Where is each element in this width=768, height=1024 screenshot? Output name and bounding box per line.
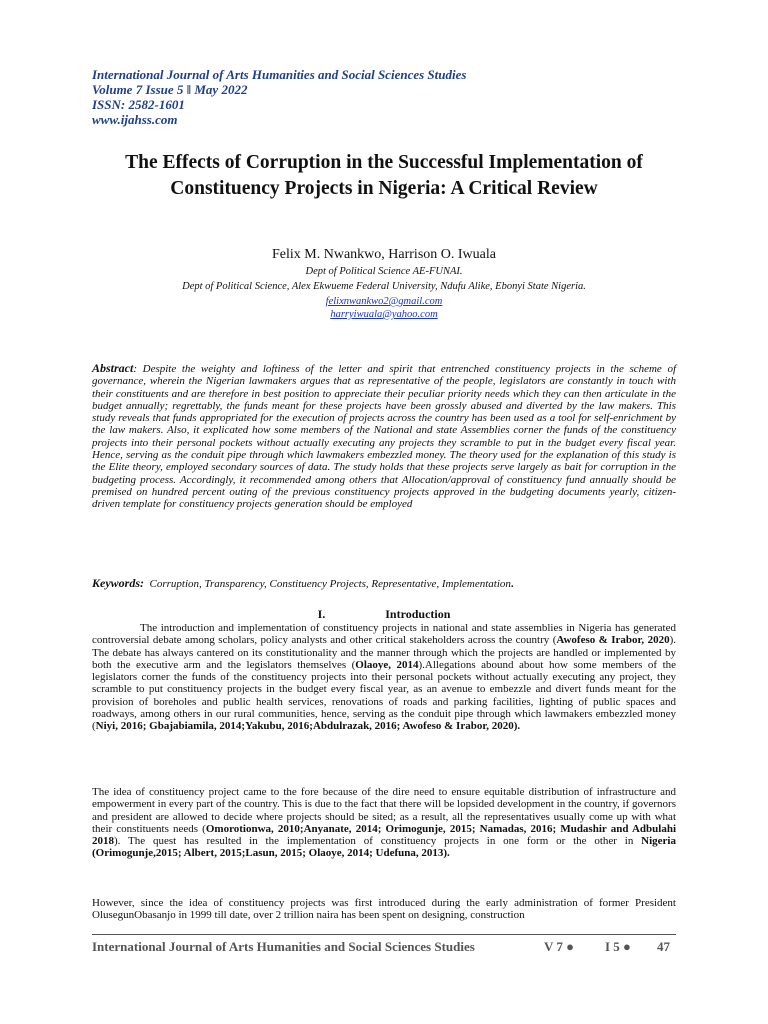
footer-volume: V 7 ● [544,939,575,954]
paragraph-text: ). The debate has always cantered on its constitutionality and the manner through which the projects are handled or implemented by both the executive arm and the legislators themselves ( [92,634,676,671]
paper-authors: Felix M. Nwankwo, Harrison O. Iwuala [272,247,496,262]
journal-website[interactable]: www.ijahss.com [92,112,178,127]
citation: Niyi, 2016; Gbajabiamila, 2014;Yakubu, 2016;Abdulrazak, 2016; Awofeso & Irabor, 2020). [95,720,521,733]
abstract-label: Abstract [92,361,134,375]
journal-name: International Journal of Arts Humanities and Social Sciences Studies [92,67,467,82]
paragraph-text: ).Allegations abound about how some members of the legislators corner the funds of the constituency projects into their personal pockets without actually executing any project, they scramble to put constituency projects in the budget every fiscal year, as an avenue to embezzle and divert funds meant for the provision of boreholes and public health services, renovations of roads and parking facilities, lighting of public spaces and roadways, among others in our rural communities, hence, serving as the conduit pipe through which lawmakers embezzled money ( [92,658,677,733]
footer-page-number: 47 [657,939,670,954]
journal-issn: ISSN: 2582-1601 [92,97,185,112]
abstract [92,362,676,511]
keywords-label: Keywords [92,576,140,590]
journal-header [92,67,466,127]
author-email-2[interactable]: harryiwuala@yahoo.com [330,309,438,320]
citation: Olaoye, 2014 [355,658,419,671]
section-heading-introduction [92,607,676,621]
section-number: I. [317,607,326,621]
keywords-text: Corruption, Transparency, Constituency Projects, Representative, Implementation [149,578,511,590]
footer-journal-name: International Journal of Arts Humanities and Social Sciences Studies [92,939,475,954]
section-title: Introduction [385,607,451,621]
citation: Omorotionwa, 2010;Anyanate, 2014; Orimogunje, 2015; Namadas, 2016; Mudashir and Adbulahi 2018 [92,822,677,848]
footer-issue: I 5 ● [605,939,631,954]
paragraph-text: The introduction and implementation of constituency projects in national and state assemblies in Nigeria has generated controversial debate among scholars, policy analysts and other critical stakeholders across the country ( [92,622,676,647]
citation: Awofeso & Irabor, 2020 [556,634,670,647]
paragraph-text: ). The quest has resulted in the implementation of constituency projects in one form or the other in [114,835,642,848]
footer-divider [92,934,676,935]
keywords-end: . [510,578,514,590]
author-email-1[interactable]: felixnwankwo2@gmail.com [325,296,443,307]
introduction-paragraph-3: However, since the idea of constituency projects was first introduced during the early administration of former President OlusegunObasanjo in 1999 till date, over 2 trillion naira has been spent on designing, construction [92,897,676,922]
journal-volume-issue: Volume 7 Issue 5 ǁ May 2022 [92,82,248,97]
introduction-paragraph-1 [92,622,676,733]
keywords-colon: : [140,576,144,590]
paper-title: The Effects of Corruption in the Successful Implementation of Constituency Projects in Nigeria: A Critical Review [125,152,643,199]
introduction-paragraph-2 [92,786,676,860]
abstract-text: : Despite the weighty and loftiness of the letter and spirit that entrenched constituency projects in the scheme of governance, wherein the Nigerian lawmakers argues that as representative of the people, legislators are constantly in touch with their constituents and are therefore in best position to appreciate their peculiar priority needs which they can then articulate in the budget annually; regrettably, the funds meant for these projects have been grossly abused and diverted by the law makers. This study reveals that funds appropriated for the execution of projects across the country has been used as a tool for self-enrichment by the law makers. Also, it explicated how some members of the National and state Assemblies corner the funds of the constituency projects into their personal pockets without actually executing any projects they scramble to put in the budget every fiscal year. Hence, serving as the conduit pipe through which lawmakers embezzled money. The theory used for the explanation of this study is the Elite theory, employed secondary sources of data. The study holds that these projects serve largely as bait for corruption in the budgeting process. Accordingly, it recommended among others that Allocation/approval of constituency fund annually should be premised on hundred percent outing of the previous constituency projects approved in the budgeting documents yearly, citizen-driven template for constituency projects generation should be employed [92,363,676,511]
affiliation-1: Dept of Political Science AE-FUNAI. [305,266,463,277]
citation: Nigeria (Orimogunje,2015; Albert, 2015;Lasun, 2015; Olaoye, 2014; Udefuna, 2013). [92,835,676,860]
keywords [92,577,676,591]
paragraph-text: The idea of constituency project came to the fore because of the dire need to ensure equitable distribution of infrastructure and empowerment in every part of the country. This is due to the fact that there will be lopsided development in the country, if governors and president are allowed to decide where projects should be sited; as a result, all the representatives usually come up with what their constituents needs ( [92,786,676,835]
affiliation-2: Dept of Political Science, Alex Ekwueme Federal University, Ndufu Alike, Ebonyi State Nigeria. [182,281,586,292]
